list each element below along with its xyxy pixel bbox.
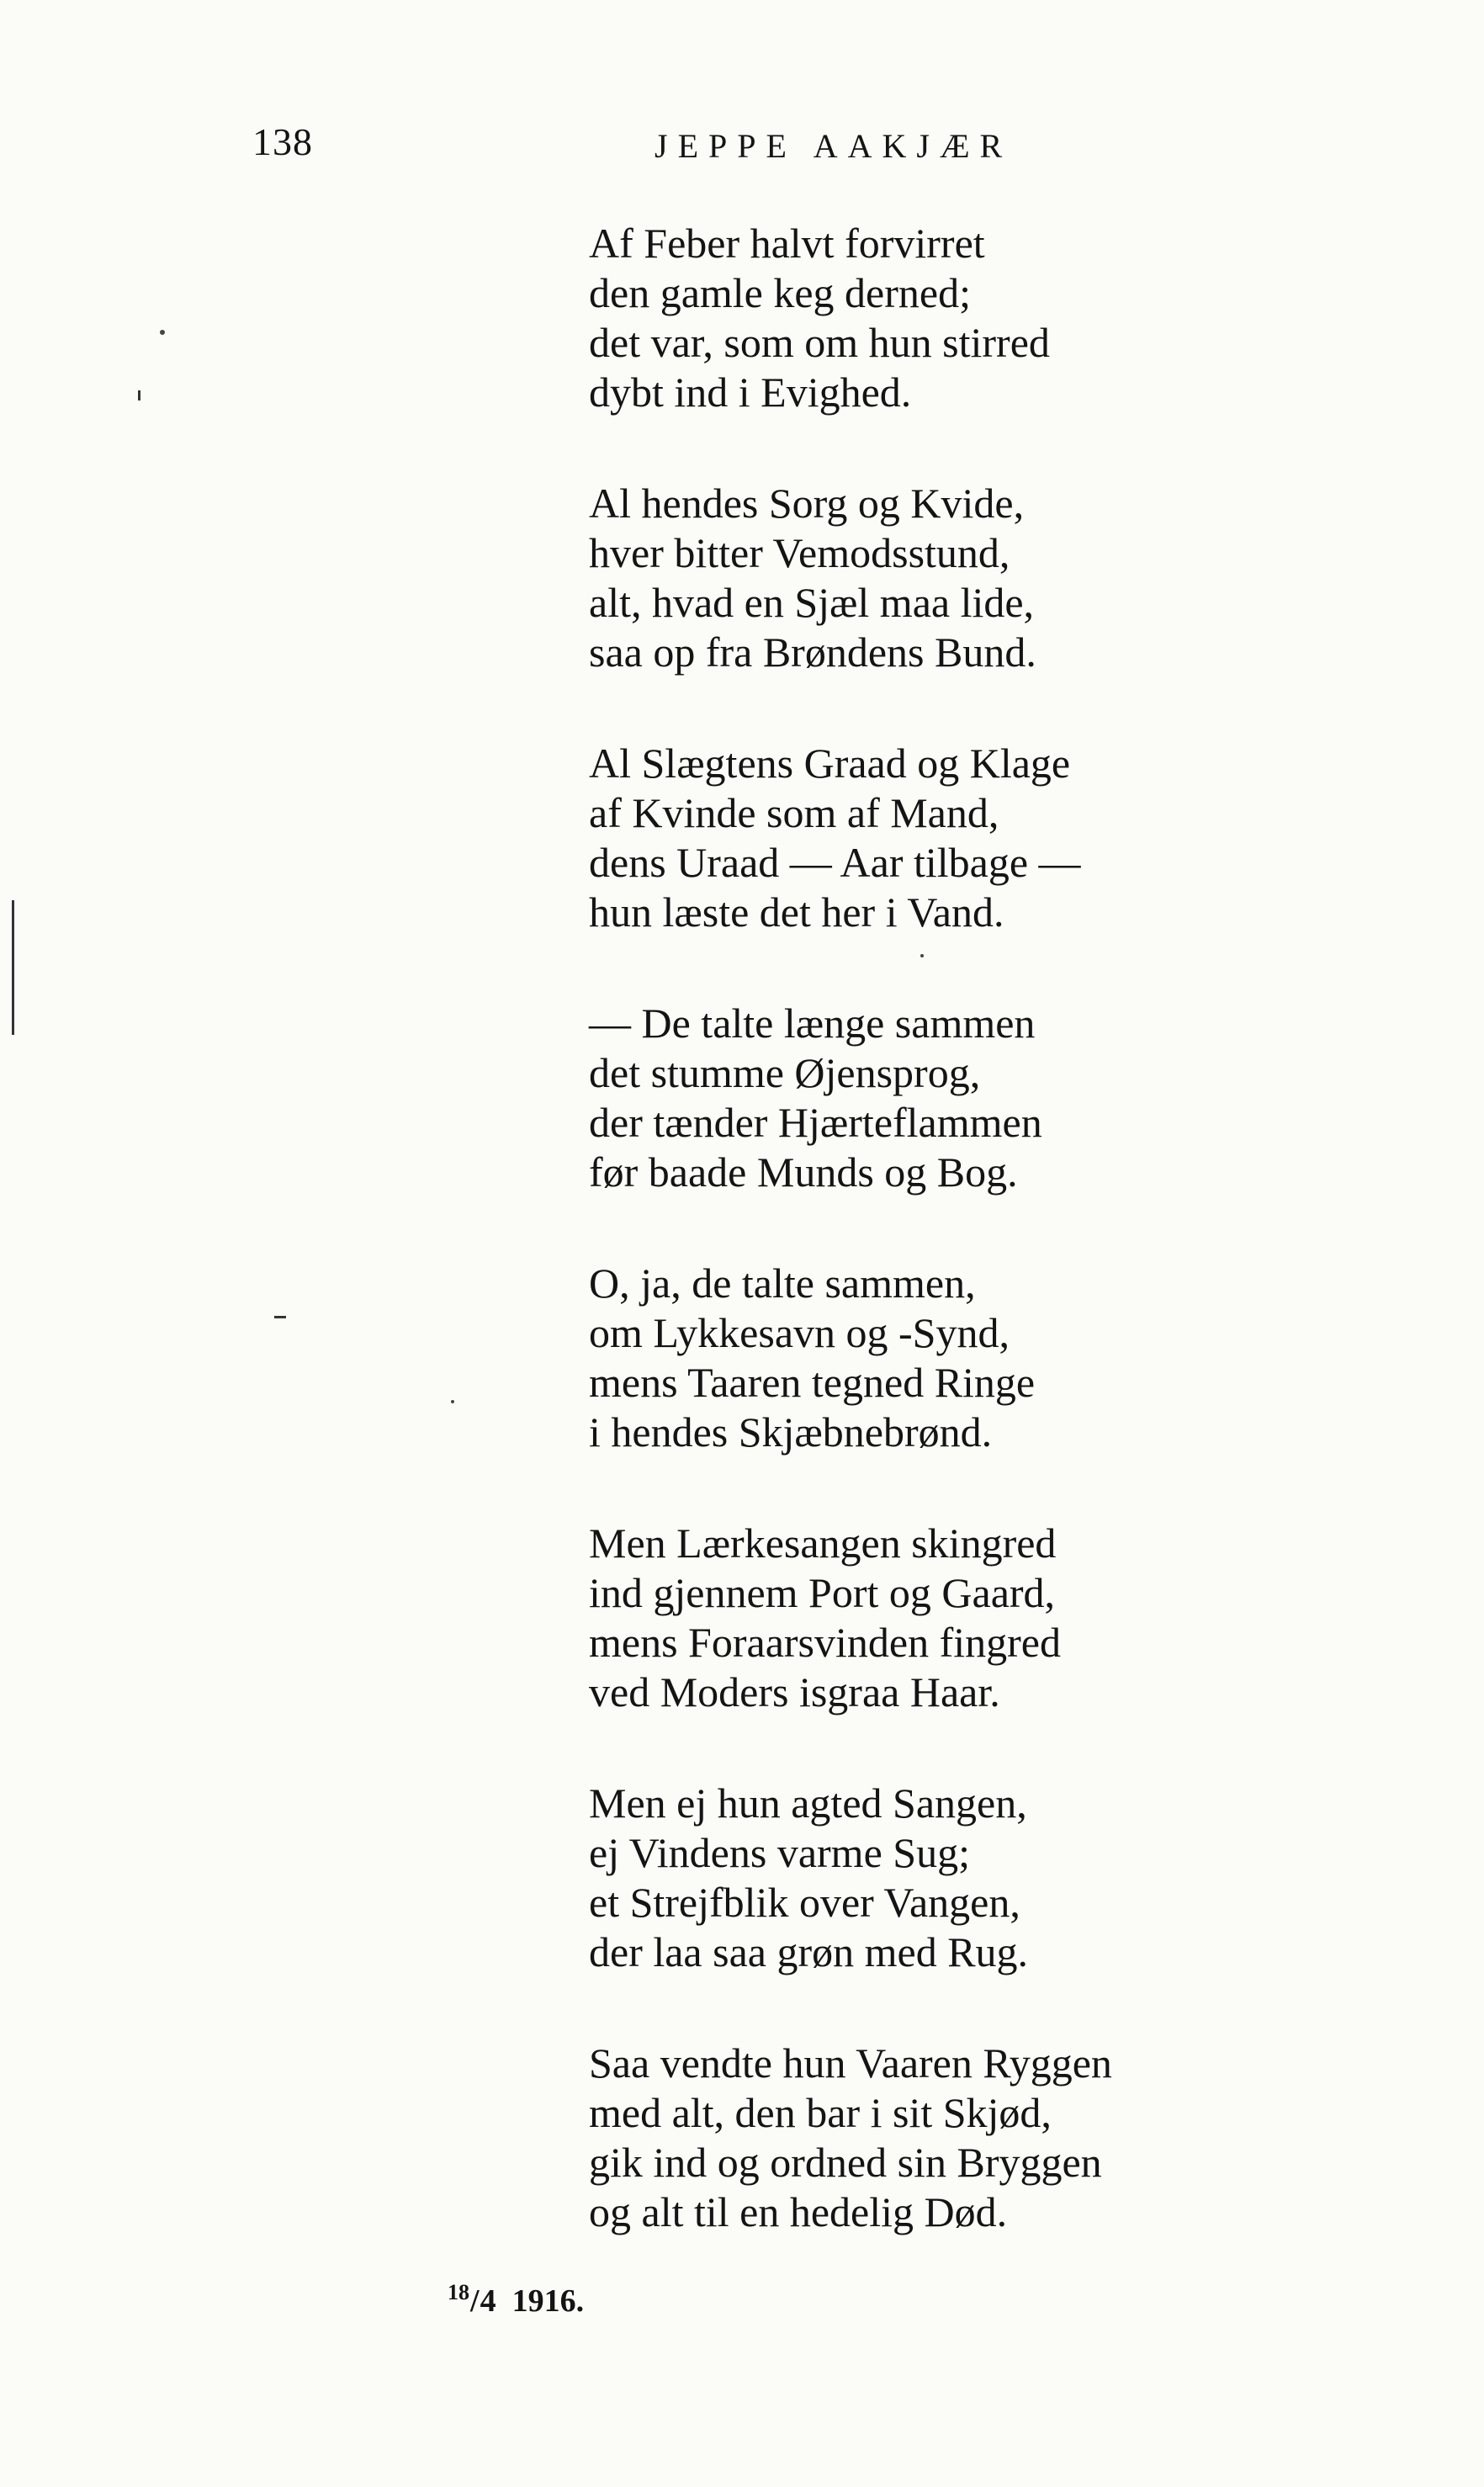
poem-line: Al Slægtens Graad og Klage: [589, 740, 1071, 787]
poem-line: alt, hvad en Sjæl maa lide,: [589, 579, 1035, 626]
stanza: [589, 999, 1346, 1197]
poem-line: den gamle keg derned;: [589, 269, 971, 316]
poem-line: det stumme Øjensprog,: [589, 1049, 981, 1096]
scan-speck: [920, 954, 924, 957]
poem-line: Saa vendte hun Vaaren Ryggen: [589, 2039, 1112, 2087]
poem-line: — De talte længe sammen: [589, 1000, 1036, 1047]
poem-line: mens Taaren tegned Ringe: [589, 1359, 1036, 1406]
scan-speck: [451, 1400, 454, 1403]
date-separator: /: [470, 2283, 480, 2319]
poem-line: Men ej hun agted Sangen,: [589, 1779, 1027, 1827]
poem-line: om Lykkesavn og -Synd,: [589, 1309, 1010, 1356]
poem-line: og alt til en hedelig Død.: [589, 2188, 1008, 2235]
stanza: [589, 1779, 1346, 1977]
poem-line: dens Uraad — Aar tilbage —: [589, 839, 1081, 886]
poem-line: Al hendes Sorg og Kvide,: [589, 480, 1025, 527]
poem: [589, 219, 1346, 2237]
date-month: 4: [480, 2283, 496, 2319]
stanza: [589, 739, 1346, 937]
poem-line: Af Feber halvt forvirret: [589, 220, 985, 267]
poem-line: gik ind og ordned sin Bryggen: [589, 2139, 1102, 2186]
poem-line: et Strejfblik over Vangen,: [589, 1879, 1020, 1926]
poem-line: hun læste det her i Vand.: [589, 888, 1004, 936]
poem-line: saa op fra Brøndens Bund.: [589, 628, 1036, 676]
margin-mark: [12, 900, 14, 1035]
poem-line: O, ja, de talte sammen,: [589, 1259, 976, 1307]
poem-line: der tænder Hjærteflammen: [589, 1099, 1042, 1146]
poem-line: der laa saa grøn med Rug.: [589, 1928, 1029, 1975]
stanza: [589, 479, 1346, 677]
dateline: [448, 2282, 584, 2317]
poem-line: Men Lærkesangen skingred: [589, 1519, 1057, 1567]
poem-line: i hendes Skjæbnebrønd.: [589, 1408, 993, 1456]
stanza: [589, 1259, 1346, 1457]
poem-line: hver bitter Vemodsstund,: [589, 529, 1010, 576]
page-number: 138: [252, 120, 313, 163]
margin-mark: [138, 390, 140, 400]
stanza: [589, 2039, 1346, 2237]
date-year: 1916.: [511, 2283, 585, 2319]
poem-line: ved Moders isgraa Haar.: [589, 1668, 1000, 1715]
stanza: [589, 1519, 1346, 1717]
poem-line: det var, som om hun stirred: [589, 319, 1050, 366]
date-day: 18: [448, 2280, 469, 2304]
margin-mark: [274, 1316, 286, 1318]
poem-line: af Kvinde som af Mand,: [589, 789, 999, 836]
poem-line: mens Foraarsvinden fingred: [589, 1619, 1061, 1666]
running-head: JEPPE AAKJÆR: [655, 127, 1013, 165]
stanza: [589, 219, 1346, 417]
poem-line: med alt, den bar i sit Skjød,: [589, 2089, 1052, 2136]
poem-line: ej Vindens varme Sug;: [589, 1829, 970, 1876]
poem-line: ind gjennem Port og Gaard,: [589, 1569, 1056, 1616]
poem-line: før baade Munds og Bog.: [589, 1148, 1018, 1196]
poem-line: dybt ind i Evighed.: [589, 369, 912, 416]
scan-speck: [160, 330, 165, 335]
